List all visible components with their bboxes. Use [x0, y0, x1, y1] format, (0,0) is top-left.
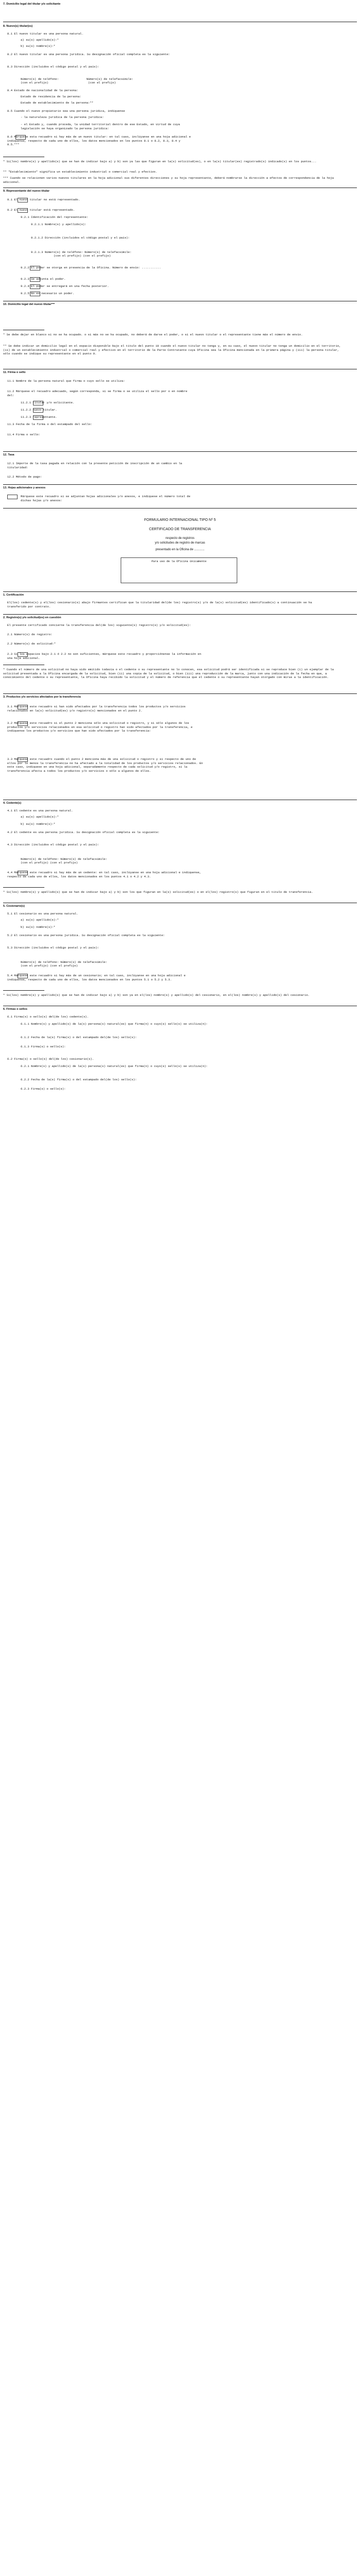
section-11-title: 11. Firma o sello — [3, 371, 26, 374]
item-11-4: 11.4 Firma o sello: — [7, 433, 40, 436]
item-9-2-1-2: 9.2.1.2 Dirección (incluidos el código postal y el país): — [31, 236, 130, 240]
item-9-2-4: 9.2.4 El poder se entregará en una fecha posterior. — [21, 284, 109, 288]
footnote-5: * Si(los) nombre(s) y apellido(s) que se han de indicar bajo a) y b) son ya en el(los) nombre(s) y apellido(s) del cesionario, en el(los) nombre(s) y apellido(s) del cesionario. — [3, 993, 310, 997]
item-3-2: 3.2 Márquese este recuadro si el punto 2 menciona sólo una solicitud o registro, y si sólo algunos de los productos y/o servicios relacionados en esa solicitud o registro han sido afectados por la transferencia, e indíquense los productos y/o servicios que han sido afectados por la transferencia: — [7, 721, 193, 733]
item-8-5a: - la naturaleza jurídica de la persona jurídica: — [21, 115, 104, 119]
cert-section-2-title: 2. Registro(s) y/o solicitud(es) en cuestión — [3, 616, 61, 619]
item-3-1: 3.1 Márquese este recuadro si han sido afectados por la transferencia todos los productos y/o servicios relacionados en la(s) solicitud(es) y/o registro(s) mencionados en el punto 2. — [7, 705, 186, 713]
item-2-3: 2.3 Si los espacios bajo 2.1 ó 2.2 no son suficientes, márquese este recuadro y proporciónense la información en una hoja adicional. — [7, 652, 201, 660]
section-13-title: 13. Hojas adicionales y anexos — [3, 486, 46, 489]
footnote-2: * Cuando el número de una solicitud no haya sido emitido todavía o el cedente o su representante no lo conocen, esa solicitud podrá ser identificada si se reproduce bien (i) un ejemplar de la solicitud presentada a la Oficina encargada de la solicitud, bien (ii) una copia de la solicitud, o bien (iii) una reproducción de la marca, junto con una indicación de la fecha en que, a conocimiento del cedente o su representante, la Oficina haya recibido la solicitud y el número de referencia que el cedente o su representante hayan otorgado con miras a la identificación. — [3, 668, 334, 679]
item-6-2-3: 6.2.3 Firma(s) o sello(s): — [21, 1087, 66, 1091]
office-use-box — [121, 557, 237, 583]
item-12-1: 12.1 Importe de la tasa pagada en relación con la presente petición de inscripción de un cambio en la titularidad: — [7, 462, 183, 469]
divider — [3, 484, 357, 485]
section-12-title: 12. Tasa — [3, 453, 14, 456]
item-8-3: 8.3 Dirección (incluidos el código postal y el país): — [7, 65, 99, 69]
item-9-2-3: 9.2.3 Se adjunta el poder. — [21, 277, 66, 281]
item-5-3: 5.3 Dirección (incluidos el código postal y el país): — [7, 946, 99, 950]
item-8-2: 8.2 El nuevo titular es una persona jurídica. Su designación oficial completa es la siguiente: — [7, 53, 170, 56]
item-9-2-1-1: 9.2.1.1 Nombre(s) y apellido(s): — [31, 223, 87, 226]
subtitle-office: presentado en la Oficina de ............ — [155, 548, 205, 551]
item-8-4-establishment: Estado de establecimiento de la persona:** — [21, 101, 93, 105]
footnote-9-2: ** Se debe indicar un domicilio legal en el espacio disponible bajo el título del punto 10 cuando el nuevo titular no tenga y, en su caso, el nuevo titular no tenga un domicilio en el territorio, (ii) de un establecimiento industrial o comercial real y efectivo en el territorio de la Parte Contratante cuya Oficina sea la Oficina mencionada en la primera página y (iii) la persona titular, sólo cuando se indique su representante en el punto 9. — [3, 344, 341, 355]
item-11-2-1: 11.2.1 titular y/o solicitante. — [21, 401, 75, 404]
item-2-2: 2.2 Número(s) de solicitud:* — [7, 642, 56, 646]
divider — [3, 591, 357, 592]
item-5-2: 5.2 El cesionario es una persona jurídica. Su designación oficial completa es la siguiente: — [7, 934, 165, 937]
subtitle-solicitudes: y/o solicitudes de registro de marcas — [155, 541, 205, 545]
footnote-rule — [3, 887, 44, 888]
item-5-3-prefix: (con el prefijo) (con el prefijo) — [21, 964, 78, 968]
cert-section-4-title: 4. Cedente(s) — [3, 802, 22, 805]
cert-section-5-title: 5. Cesionario(s) — [3, 905, 25, 908]
item-4-3-phone: Número(s) de teléfono: Número(s) de telefacsímile: — [21, 857, 107, 861]
section-7-title: 7. Domicilio legal del titular y/o solicitante — [3, 3, 61, 6]
item-5-1: 5.1 El cesionario es una persona natural. — [7, 912, 78, 916]
item-9-2-1: 9.2.1 Identificación del representante: — [21, 215, 88, 219]
item-6-2-2: 6.2.2 Fecha de la(s) firma(s) o del estampado del(de los) sello(s): — [21, 1078, 137, 1081]
item-8-6: 8.6 Márquese esta recuadro si hay más de un nuevo titular: en tal caso, inclúyanse en una hoja adicional e indíquense, respecto de cada uno de ellos, los datos mencionados en los puntos 8.1 o 8.2, 8.3, 8.4 y 8.5.*** — [7, 135, 191, 146]
item-9-2-1-3: 9.2.1.3 Número(s) de teléfono: Número(s) de telefacsímile: — [31, 250, 132, 254]
item-9-2-2: 9.2.2 El poder se otorga en presencia de la Oficina. Número de envío: ........... — [21, 266, 161, 269]
item-4-1a: a) su(s) apellido(s):* — [21, 815, 59, 819]
item-6-1: 6.1 Firma(s) o sello(s) del(de los) cedente(s). — [7, 1015, 89, 1019]
section-8-title: 8. Nuevo(s) titular(es) — [3, 25, 33, 28]
item-6-1-2: 6.1.2 Fecha de la(s) firma(s) o del estampado del(de los) sello(s): — [21, 1036, 137, 1039]
item-13: Márquese este recuadro si se adjuntan hojas adicionales y/o anexos, e indíquese el número total de dichas hojas y/o anexos: — [21, 495, 190, 502]
item-9-2-5: 9.2.5 No es necesario un poder. — [21, 292, 75, 295]
item-11-2-3: 11.2.3 representante. — [21, 415, 57, 419]
item-3-3: 3.3 Márquese este recuadro cuando el punto 2 menciona más de una solicitud o registro y si respecto de uno de ellos por lo menos la transferencia no ha afectado a la totalidad de los productos y/o servicios relacionados. En este caso, indíquese en una hoja adicional, separadamente respecto de cada solicitud y/o registro, si la transferencia afecta a todos los productos y/o servicios o sólo a algunos de ellos. — [7, 757, 203, 773]
item-8-1: 8.1 El nuevo titular es una persona natural. — [7, 32, 84, 36]
item-8-3-phone: Número(s) de teléfono: Número(s) de telefacsímile: — [21, 77, 134, 81]
item-4-1: 4.1 El cedente es una persona natural. — [7, 809, 73, 812]
footnote-rule — [3, 990, 44, 991]
item-5-3-phone: Número(s) de teléfono: Número(s) de telefacsímile: — [21, 960, 107, 964]
footnote-8-2: ** "Establecimiento" significa un establecimiento industrial o comercial real y efectivo. — [3, 170, 157, 174]
footnote-8-1: * Si(los) nombre(s) y apellido(s) que se han de indicar bajo a) y b) son ya las que figuran en la(s) solicitud(es), o en la(s) titular(es) registrado(s) indicado(s) en los puntos... — [3, 160, 317, 163]
item-8-1a: a) su(s) apellido(s):* — [21, 38, 59, 42]
cert-section-1-title: 1. Certificación — [3, 594, 24, 597]
divider — [3, 693, 357, 694]
item-11-2: 11.2 Márquese el recuadro adecuado, según corresponda, si se firma o se utiliza el sello por o en nombre del: — [7, 389, 188, 397]
item-11-1: 11.1 Nombre de la persona natural que firma o cuyo sello se utiliza: — [7, 379, 125, 383]
item-8-1b: b) su(s) nombre(s):* — [21, 44, 56, 48]
checkbox-13[interactable] — [7, 495, 18, 499]
item-6-1-3: 6.1.3 Firma(s) o sello(s): — [21, 1045, 66, 1048]
item-2-1: 2.1 Número(s) de registro: — [7, 633, 53, 636]
item-6-2-1: 6.2.1 Nombre(s) y apellido(s) de la(s) persona(s) natural(es) que firma(n) o cuyo(s) sello(s) se utiliza(n): — [21, 1064, 208, 1068]
cert-section-3-title: 3. Productos y/o servicios afectados por la transferencia — [3, 696, 81, 699]
item-9-2: 9.2 El nuevo titular está representado. — [7, 208, 75, 212]
item-9-2-1-3-prefix: (con el prefijo) (con el prefijo) — [54, 254, 111, 258]
cert-section-2-intro: El presente certificado concierne la transferencia del(de los) siguiente(s) registro(s) y/o solicitud(es): — [7, 623, 191, 627]
footnote-9-1: * Se debe dejar en blanco si no se ha ocupado. o si más no se ha ocupado, no deberá de darse el poder, o si el nuevo titular o el representante tiene más el número de envío. — [3, 333, 303, 336]
section-10-title: 10. Domicilio legal del nuevo titular*** — [3, 303, 55, 306]
item-4-2: 4.2 El cedente es una persona jurídica. Su designación oficial completa es la siguiente: — [7, 831, 160, 834]
item-8-3-prefix: (con el prefijo) (con el prefijo) — [21, 81, 116, 84]
item-4-4: 4.4 Márquese este recuadro si hay más de un cedente: en tal caso, inclúyanse en una hoja adicional e indíquense, respecto de cada uno de ellos, los datos mencionados en los puntos 4.1 o 4.2 y 4.3. — [7, 871, 201, 878]
item-6-1-1: 6.1.1 Nombre(s) y apellido(s) de la(s) persona(s) natural(es) que firma(n) o cuyo(s) sello(s) se utiliza(n): — [21, 1022, 208, 1026]
cert-section-1-text: El(los) cedente(s) y el(los) cesionario(s) abajo firmantes certifican que la titularidad del(de los) registro(s) y/o de la(s) solicitud(es) identificado(s) a continuación se ha transferido por contrato. — [7, 601, 312, 608]
item-5-1a: a) su(s) apellido(s):* — [21, 918, 59, 922]
divider — [3, 508, 357, 509]
item-12-2: 12.2 Método de pago: — [7, 475, 42, 479]
item-4-1b: b) su(s) nombre(s):* — [21, 822, 56, 826]
subtitle-registros: respecto de registros — [165, 537, 195, 540]
item-11-3: 11.3 Fecha de la firma o del estampado del sello: — [7, 422, 92, 426]
section-9-title: 9. Representante del nuevo titular — [3, 190, 50, 193]
divider — [3, 451, 357, 452]
office-use-label: Para uso de la Oficina únicamente — [151, 560, 207, 563]
divider — [3, 614, 357, 615]
footnote-8-3: *** Cuando se relacionen varios nuevos titulares en la hoja adicional sus diferentes direcciones y su hoja representante, deberá nombrarse la dirección a efectos de correspondencia de la hoja adicional. — [3, 176, 334, 184]
item-5-1b: b) su(s) nombre(s):* — [21, 925, 56, 929]
item-8-4: 8.4 Estado de nacionalidad de la persona: — [7, 89, 78, 92]
item-8-4-residence: Estado de residencia de la persona: — [21, 95, 81, 98]
cert-section-6-title: 6. Firmas o sellos — [3, 1008, 27, 1011]
item-6-2: 6.2 Firma(s) o sello(s) del(de los) cesionario(s). — [7, 1057, 94, 1061]
item-9-1: 9.1 El nuevo titular no está representado. — [7, 198, 80, 201]
item-5-4: 5.4 Márquese este recuadro si hay más de un cesionario; en tal caso, inclúyanse en una hoja adicional e indíquense, respecto de cada uno de ellos, los datos mencionados en los puntos 5.1 o 5.2 y 5.3. — [7, 974, 186, 981]
certificate-title: CERTIFICADO DE TRANSFERENCIA — [149, 528, 211, 531]
footnote-4: * Si(los) nombre(s) y apellido(s) que se han de indicar bajo a) y b) son los que figuran en la(s) solicitud(es) o en el(los) registro(s) que figuran en el título de transferencia. — [3, 890, 313, 894]
form-title: FORMULARIO INTERNACIONAL TIPO Nº 5 — [144, 518, 216, 522]
item-11-2-2: 11.2.2 nuevo titular. — [21, 408, 57, 412]
item-8-5b: - el Estado y, cuando proceda, la unidad territorial dentro de ese Estado, en virtud de cuya legislación se haya organizado la persona jurídica: — [21, 123, 180, 130]
item-8-5: 8.5 Cuando el nuevo propietario sea una persona jurídica, indíquense — [7, 109, 125, 113]
item-4-3-prefix: (con el prefijo) (con el prefijo) — [21, 861, 78, 865]
item-4-3: 4.3 Dirección (incluidos el código postal y el país): — [7, 843, 99, 846]
